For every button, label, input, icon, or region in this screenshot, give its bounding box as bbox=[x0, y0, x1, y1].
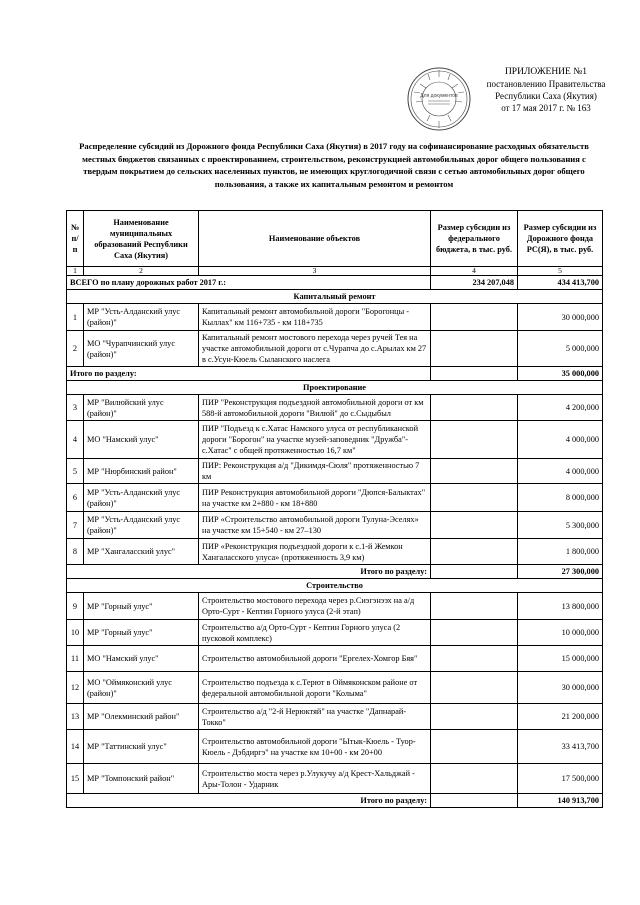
table-row bbox=[67, 304, 603, 331]
municipality-cell: МР "Нюрбинский район" bbox=[84, 459, 199, 484]
federal-cell bbox=[431, 484, 518, 512]
table-row bbox=[67, 620, 603, 646]
table-row bbox=[67, 539, 603, 565]
federal-cell bbox=[431, 593, 518, 620]
col-number: 1 bbox=[67, 267, 84, 276]
road-fund-cell: 17 500,000 bbox=[518, 764, 603, 794]
road-fund-cell: 1 800,000 bbox=[518, 539, 603, 565]
col-number: 4 bbox=[431, 267, 518, 276]
table-row bbox=[67, 704, 603, 730]
federal-cell bbox=[431, 304, 518, 331]
road-fund-cell: 10 000,000 bbox=[518, 620, 603, 646]
municipality-cell: МО "Чурапчинский улус (район)" bbox=[84, 331, 199, 367]
object-cell: ПИР "Реконструкция подъездной автомобильной дороги от км 588-й автомобильной дороги "Вилюй" до с.Сыдыбыл bbox=[199, 395, 431, 421]
municipality-cell: МО "Намский улус" bbox=[84, 646, 199, 672]
object-cell: ПИР Реконструкция автомобильной дороги "Дюпся-Балыктах" на участке км 2+880 - км 18+880 bbox=[199, 484, 431, 512]
appendix-block bbox=[476, 66, 616, 114]
table-row bbox=[67, 395, 603, 421]
row-number: 3 bbox=[67, 395, 84, 421]
municipality-cell: МО "Оймяконский улус (район)" bbox=[84, 672, 199, 704]
section-title: Капитальный ремонт bbox=[67, 290, 603, 304]
table-row bbox=[67, 730, 603, 764]
row-number: 14 bbox=[67, 730, 84, 764]
road-fund-cell: 5 300,000 bbox=[518, 512, 603, 539]
municipality-cell: МР "Усть-Алданский улус (район)" bbox=[84, 512, 199, 539]
municipality-cell: МР "Олекминский район" bbox=[84, 704, 199, 730]
municipality-cell: МР "Горный улус" bbox=[84, 620, 199, 646]
federal-cell bbox=[431, 620, 518, 646]
section-title: Строительство bbox=[67, 579, 603, 593]
appendix-line-2: Республики Саха (Якутия) bbox=[495, 91, 597, 101]
road-fund-cell: 8 000,000 bbox=[518, 484, 603, 512]
municipality-cell: МР "Томпонский район" bbox=[84, 764, 199, 794]
document-heading: Распределение субсидий из Дорожного фонда Республики Саха (Якутия) в 2017 году на софинансирование расходных обязательств местных бюджетов связанных с проектированием, строительством, реконструкцией автомобильных дорог общего пользования с твердым покрытием до сельских населенных пунктов, не имеющих круглогодичной связи с сетью автомобильных дорог общего пользования, а также их капитальным ремонтом и ремонтом bbox=[79, 141, 589, 189]
federal-cell bbox=[431, 646, 518, 672]
appendix-line-3: от 17 мая 2017 г. № 163 bbox=[501, 103, 591, 113]
federal-cell bbox=[431, 512, 518, 539]
object-cell: Капитальный ремонт автомобильной дороги "Борогонцы - Кыллах" км 116+735 - км 118+735 bbox=[199, 304, 431, 331]
object-cell: Строительство автомобильной дороги "Ытык-Кюель - Туор-Кюель - Дэбдиргэ" на участке км 10+00 - км 20+00 bbox=[199, 730, 431, 764]
object-cell: Строительство а/д "2-й Нерюктяй" на участке "Дапнарай-Токко" bbox=[199, 704, 431, 730]
federal-cell bbox=[431, 704, 518, 730]
road-fund-cell: 30 000,000 bbox=[518, 672, 603, 704]
row-number: 4 bbox=[67, 421, 84, 459]
row-number: 12 bbox=[67, 672, 84, 704]
road-fund-cell: 13 800,000 bbox=[518, 593, 603, 620]
appendix-title: ПРИЛОЖЕНИЕ №1 bbox=[504, 67, 588, 77]
subtotal-row bbox=[67, 367, 603, 381]
subtotal-label: Итого по разделу: bbox=[67, 565, 431, 579]
col-header-federal: Размер субсидии из федерального бюджета, в тыс. руб. bbox=[431, 211, 518, 267]
table-row bbox=[67, 512, 603, 539]
road-fund-cell: 4 000,000 bbox=[518, 459, 603, 484]
column-numbers-row bbox=[67, 267, 603, 276]
col-header-object: Наименование объектов bbox=[199, 211, 431, 267]
object-cell: Строительство подъезда к с.Терют в Оймяконском районе от федеральной автомобильной дороги "Колыма" bbox=[199, 672, 431, 704]
table-row bbox=[67, 484, 603, 512]
row-number: 15 bbox=[67, 764, 84, 794]
federal-cell bbox=[431, 395, 518, 421]
col-header-municipality: Наименование муниципальных образований Республики Саха (Якутия) bbox=[84, 211, 199, 267]
subtotal-federal bbox=[431, 367, 518, 381]
row-number: 8 bbox=[67, 539, 84, 565]
row-number: 13 bbox=[67, 704, 84, 730]
subtotal-label: Итого по разделу: bbox=[67, 367, 431, 381]
table-row bbox=[67, 764, 603, 794]
row-number: 9 bbox=[67, 593, 84, 620]
official-seal bbox=[406, 66, 472, 132]
federal-cell bbox=[431, 331, 518, 367]
object-cell: ПИР «Строительство автомобильной дороги Тулуна-Эселях» на участке км 15+540 - км 27–130 bbox=[199, 512, 431, 539]
object-cell: ПИР: Реконструкция а/д "Дикимдя-Сюля" протяженностью 7 км bbox=[199, 459, 431, 484]
table-row bbox=[67, 421, 603, 459]
object-cell: ПИР "Подъезд к с.Хатас Намского улуса от республиканской дороги "Борогон" на участке музей-заповедник "Дружба"- с.Хатас" с общей протяженностью 16,7 км" bbox=[199, 421, 431, 459]
col-header-road-fund: Размер субсидии из Дорожного фонда РС(Я), в тыс. руб. bbox=[518, 211, 603, 267]
grand-total-federal: 234 207,048 bbox=[431, 276, 518, 290]
row-number: 7 bbox=[67, 512, 84, 539]
table-row bbox=[67, 646, 603, 672]
federal-cell bbox=[431, 459, 518, 484]
road-fund-cell: 30 000,000 bbox=[518, 304, 603, 331]
road-fund-cell: 15 000,000 bbox=[518, 646, 603, 672]
table-row bbox=[67, 593, 603, 620]
row-number: 6 bbox=[67, 484, 84, 512]
svg-text:Для документов: Для документов bbox=[420, 93, 458, 99]
section-title: Проектирование bbox=[67, 381, 603, 395]
object-cell: Строительство автомобильной дороги "Ергелех-Хомгор Бяя" bbox=[199, 646, 431, 672]
federal-cell bbox=[431, 764, 518, 794]
subtotal-road-fund: 35 000,000 bbox=[518, 367, 603, 381]
appendix-line-1: постановлению Правительства bbox=[486, 79, 606, 89]
road-fund-cell: 5 000,000 bbox=[518, 331, 603, 367]
subtotal-federal bbox=[431, 565, 518, 579]
table-row bbox=[67, 672, 603, 704]
federal-cell bbox=[431, 539, 518, 565]
row-number: 10 bbox=[67, 620, 84, 646]
grand-total-row bbox=[67, 276, 603, 290]
object-cell: Строительство мостового перехода через р.Сиэгэнээх на а/д Орто-Сурт - Кептин Горного улуса (2-й этап) bbox=[199, 593, 431, 620]
municipality-cell: МР "Усть-Алданский улус (район)" bbox=[84, 304, 199, 331]
subsidy-table bbox=[66, 210, 603, 808]
object-cell: Капитальный ремонт мостового перехода через ручей Тея на участке автомобильной дороги от с.Чурапча до с.Арылах км 27 в с.Усун-Кюель Сыланского наслега bbox=[199, 331, 431, 367]
municipality-cell: МР "Вилюйский улус (район)" bbox=[84, 395, 199, 421]
federal-cell bbox=[431, 672, 518, 704]
row-number: 1 bbox=[67, 304, 84, 331]
col-number: 2 bbox=[84, 267, 199, 276]
grand-total-label: ВСЕГО по плану дорожных работ 2017 г.: bbox=[67, 276, 431, 290]
municipality-cell: МР "Усть-Алданский улус (район)" bbox=[84, 484, 199, 512]
table-row bbox=[67, 459, 603, 484]
row-number: 5 bbox=[67, 459, 84, 484]
object-cell: ПИР «Реконструкция подъездной дороги к с.1-й Жемкон Хангаласского улуса» (протяженность 3,9 км) bbox=[199, 539, 431, 565]
subtotal-label: Итого по разделу: bbox=[67, 794, 431, 808]
table-row bbox=[67, 331, 603, 367]
road-fund-cell: 33 413,700 bbox=[518, 730, 603, 764]
object-cell: Строительство моста через р.Улукучу а/д Крест-Хальджай - Ары-Толон - Ударник bbox=[199, 764, 431, 794]
federal-cell bbox=[431, 421, 518, 459]
road-fund-cell: 4 200,000 bbox=[518, 395, 603, 421]
row-number: 11 bbox=[67, 646, 84, 672]
object-cell: Строительство а/д Орто-Сурт - Кептин Горного улуса (2 пусковой комплекс) bbox=[199, 620, 431, 646]
municipality-cell: МР "Хангаласский улус" bbox=[84, 539, 199, 565]
subtotal-row bbox=[67, 794, 603, 808]
grand-total-road-fund: 434 413,700 bbox=[518, 276, 603, 290]
road-fund-cell: 4 000,000 bbox=[518, 421, 603, 459]
subtotal-row bbox=[67, 565, 603, 579]
col-number: 3 bbox=[199, 267, 431, 276]
table-body bbox=[67, 211, 603, 808]
section-row bbox=[67, 579, 603, 593]
federal-cell bbox=[431, 730, 518, 764]
col-number: 5 bbox=[518, 267, 603, 276]
col-header-num: № п/п bbox=[67, 211, 84, 267]
row-number: 2 bbox=[67, 331, 84, 367]
section-row bbox=[67, 381, 603, 395]
header-row bbox=[67, 211, 603, 267]
subtotal-road-fund: 140 913,700 bbox=[518, 794, 603, 808]
subtotal-road-fund: 27 300,000 bbox=[518, 565, 603, 579]
municipality-cell: МР "Таттинский улус" bbox=[84, 730, 199, 764]
subtotal-federal bbox=[431, 794, 518, 808]
section-row bbox=[67, 290, 603, 304]
municipality-cell: МР "Горный улус" bbox=[84, 593, 199, 620]
municipality-cell: МО "Намский улус" bbox=[84, 421, 199, 459]
road-fund-cell: 21 200,000 bbox=[518, 704, 603, 730]
